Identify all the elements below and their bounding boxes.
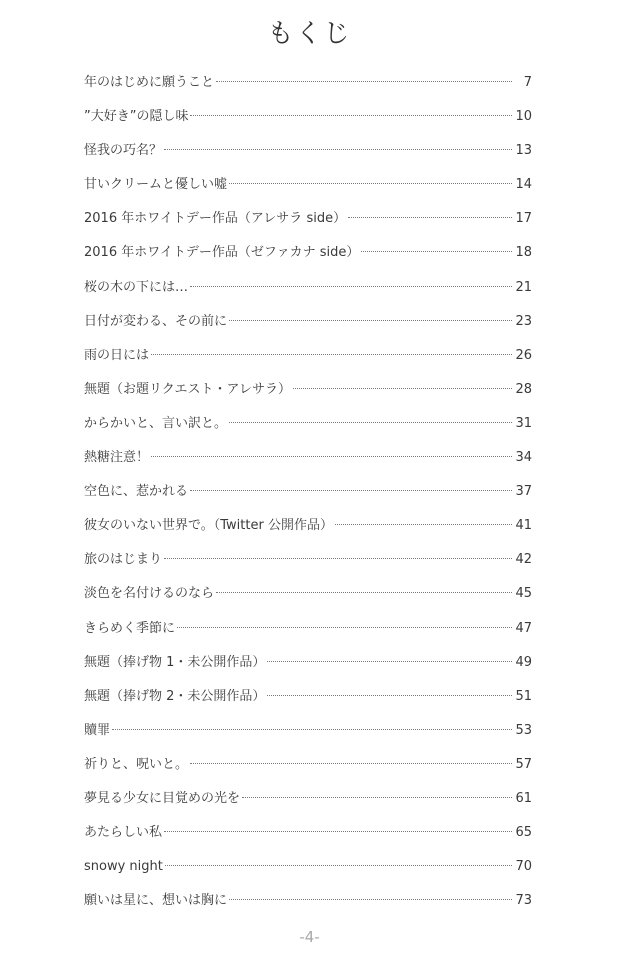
toc-entry: [84, 680, 532, 714]
toc-entry-title: きらめく季節に: [84, 620, 176, 636]
dot-leader: [151, 353, 512, 355]
toc-entry: [84, 134, 532, 168]
toc-entry: [84, 475, 532, 509]
toc-entry-page: 53: [515, 722, 532, 738]
toc-entry: [84, 543, 532, 577]
dot-leader: [293, 387, 512, 389]
toc-entry-title: 無題（捧げ物 2・未公開作品）: [84, 688, 266, 704]
dot-leader: [190, 285, 512, 287]
dot-leader: [151, 455, 512, 457]
toc-entry: [84, 168, 532, 202]
toc-entry: [84, 66, 532, 100]
toc-entry: [84, 612, 532, 646]
dot-leader: [112, 728, 512, 730]
toc-entry-page: 14: [515, 177, 532, 193]
dot-leader: [190, 489, 512, 491]
dot-leader: [177, 626, 512, 628]
dot-leader: [229, 421, 512, 423]
toc-entry: [84, 305, 532, 339]
toc-entry: [84, 509, 532, 543]
toc-entry-page: 21: [515, 279, 532, 295]
toc-entry-page: 7: [523, 75, 532, 90]
toc-entry: [84, 236, 532, 270]
toc-entry-page: 70: [515, 859, 532, 875]
toc-entry-page: 42: [515, 552, 532, 568]
toc-entry: [84, 339, 532, 373]
dot-leader: [190, 762, 512, 764]
toc-entry-page: 73: [515, 893, 532, 909]
dot-leader: [216, 591, 512, 593]
toc-entry: [84, 782, 532, 816]
toc-entry-title: ”大好き”の隠し味: [84, 109, 189, 125]
dot-leader: [267, 660, 512, 662]
toc-entry-page: 45: [515, 586, 532, 602]
toc-entry-title: 願いは星に、想いは胸に: [84, 893, 228, 909]
toc-entry: [84, 884, 532, 918]
toc-entry-page: 28: [515, 381, 532, 397]
dot-leader: [229, 182, 512, 184]
toc-entry-title: 怪我の巧名？: [84, 143, 163, 159]
toc-entry-title: 淡色を名付けるのなら: [84, 586, 215, 602]
dot-leader: [164, 148, 512, 150]
toc-entry-page: 51: [515, 688, 532, 704]
dot-leader: [164, 830, 512, 832]
page-title: もくじ: [267, 19, 352, 49]
toc-entry: [84, 714, 532, 748]
toc-entry-title: 甘いクリームと優しい嘘: [84, 177, 228, 193]
toc-entry: [84, 100, 532, 134]
toc-entry-page: 23: [515, 313, 532, 329]
toc-entry-page: 17: [515, 211, 532, 227]
toc-entry: [84, 407, 532, 441]
dot-leader: [229, 319, 512, 321]
toc-entry: [84, 202, 532, 236]
toc-entry-title: 2016 年ホワイトデー作品（ゼファカナ side）: [84, 245, 360, 261]
dot-leader: [242, 796, 512, 798]
toc-entry-page: 41: [515, 518, 532, 534]
toc-entry-page: 31: [515, 415, 532, 431]
toc-entry: [84, 441, 532, 475]
dot-leader: [190, 114, 512, 116]
toc-entry: [84, 816, 532, 850]
toc-entry-page: 13: [515, 143, 532, 159]
toc-entry-title: snowy night: [84, 859, 163, 875]
toc-entry-page: 18: [515, 245, 532, 261]
toc-entry-title: 夢見る少女に目覚めの光を: [84, 790, 241, 806]
dot-leader: [164, 557, 512, 559]
toc-entry-title: あたらしい私: [84, 825, 163, 841]
toc-entry: [84, 373, 532, 407]
toc-entry-title: 彼女のいない世界で。（Twitter 公開作品）: [84, 518, 333, 534]
toc-entry-title: からかいと、言い訳と。: [84, 415, 228, 431]
dot-leader: [216, 80, 512, 82]
table-of-contents: [84, 66, 532, 918]
toc-entry-page: 47: [515, 620, 532, 636]
toc-entry-title: 2016 年ホワイトデー作品（アレサラ side）: [84, 211, 347, 227]
toc-entry-title: 雨の日には: [84, 347, 150, 363]
toc-entry-title: 空色に、惹かれる: [84, 484, 189, 500]
dot-leader: [229, 898, 512, 900]
toc-entry-title: 日付が変わる、その前に: [84, 313, 228, 329]
toc-entry: [84, 271, 532, 305]
dot-leader: [348, 216, 512, 218]
dot-leader: [361, 250, 512, 252]
toc-entry-title: 贖罪: [84, 722, 111, 738]
toc-entry-title: 熱糖注意！: [84, 450, 150, 466]
dot-leader: [335, 523, 512, 525]
toc-entry-page: 37: [515, 484, 532, 500]
dot-leader: [165, 864, 512, 866]
toc-entry-page: 10: [515, 109, 532, 125]
toc-entry-title: 無題（捧げ物 1・未公開作品）: [84, 654, 266, 670]
toc-entry-title: 旅のはじまり: [84, 552, 163, 568]
toc-entry-page: 57: [515, 756, 532, 772]
toc-entry-title: 無題（お題リクエスト・アレサラ）: [84, 381, 291, 397]
toc-entry: [84, 748, 532, 782]
toc-entry-page: 34: [515, 450, 532, 466]
toc-entry-title: 年のはじめに願うこと: [84, 75, 215, 90]
toc-entry-title: 桜の木の下には…: [84, 279, 189, 295]
toc-entry: [84, 850, 532, 884]
toc-entry-page: 61: [515, 790, 532, 806]
toc-entry: [84, 577, 532, 611]
toc-entry-title: 祈りと、呪いと。: [84, 756, 189, 772]
toc-entry: [84, 646, 532, 680]
toc-entry-page: 49: [515, 654, 532, 670]
dot-leader: [267, 694, 512, 696]
toc-entry-page: 65: [515, 825, 532, 841]
toc-entry-page: 26: [515, 347, 532, 363]
page-number: -4-: [299, 928, 320, 946]
